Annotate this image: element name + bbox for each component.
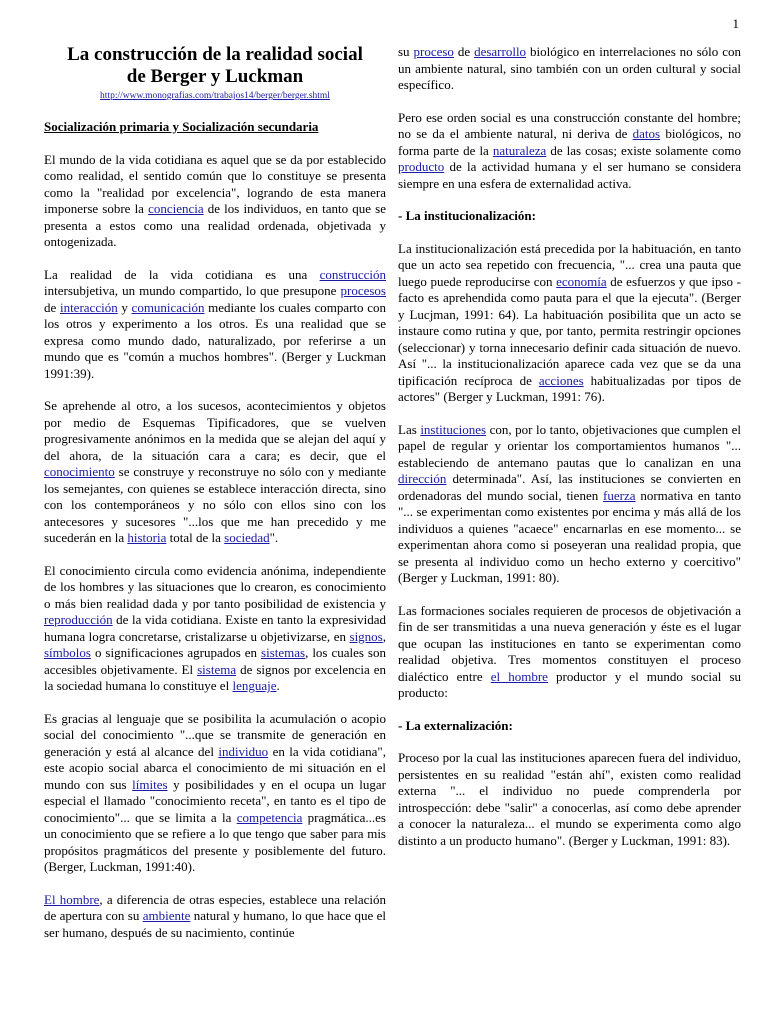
paragraph: su proceso de desarrollo biológico en interrelaciones no sólo con un ambiente natural, sino también con un orden cultural y social específico.: [398, 44, 741, 92]
subheading-institucionalizacion: - La institucionalización:: [398, 208, 536, 223]
paragraph: Las formaciones sociales requieren de procesos de objetivación a fin de ser transmitidas a una nueva generación y éste es el lugar que ocupan las instituciones en tanto se experimentan como realidad objetiva. Tres momentos constituyen el proceso dialéctico entre el hombre productor y el mundo social su producto:: [398, 602, 741, 700]
document-title: [44, 44, 386, 88]
paragraph: La institucionalización está precedida por la habituación, en tanto que un acto sea repetido con frecuencia, "... crea una pauta que luego puede reproducirse con economía de esfuerzos y que ipso - facto es aprehendida como pauta para el que la ejecuta". (Berger y Lucjman, 1991: 64). La habituación posibilita que un acto se instaure como rutina y que, por tanto, permita restringir opciones (seleccionar) y torna innecesario definir cada situación de nuevo. Así "... la institucionalización aparece cada vez que se da una tipificación recíproca de acciones habitualizadas por tipos de actores" (Berger y Luckman, 1991: 76).: [398, 240, 741, 404]
paragraph: Pero ese orden social es una construcción constante del hombre; no se da el ambiente natural, ni deriva de datos biológicos, no forma parte de la naturaleza de las cosas; existe solamente como producto de la actividad humana y el ser humano se considera siempre en una esfera de externalidad activa.: [398, 109, 741, 191]
inline-link[interactable]: límites: [132, 776, 168, 792]
inline-link[interactable]: reproducción: [44, 612, 113, 627]
inline-link[interactable]: el hombre: [490, 668, 548, 684]
subheading-externalizacion: - La externalización:: [398, 717, 513, 733]
inline-link[interactable]: instituciones: [420, 421, 487, 437]
source-url-link[interactable]: http://www.monografias.com/trabajos14/berger/berger.shtml: [100, 91, 330, 101]
inline-link[interactable]: conocimiento: [44, 464, 115, 479]
paragraph: Se aprehende al otro, a los sucesos, acontecimientos y objetos por medio de Esquemas Tipificadores, que se vuelven progresivamente anónimos en la medida que se alejan del aquí y del ahora, de la situación cara a cara; es decir, que el conocimiento se construye y reconstruye no sólo con y mediante los semejantes, con quienes se establece interacción directa, sino con los contemporáneos y no sólo con ellos sino con los antecesores y sucesores "...los que me han precedido y me sucederán en la historia total de la sociedad".: [44, 398, 386, 545]
inline-link[interactable]: interacción: [59, 299, 118, 315]
inline-link[interactable]: sistema: [197, 661, 237, 677]
section-heading: Socialización primaria y Socialización secundaria: [44, 119, 319, 134]
inline-link[interactable]: competencia: [236, 809, 303, 825]
inline-link[interactable]: historia: [127, 530, 167, 545]
source-url-line: [44, 90, 386, 103]
inline-link[interactable]: lenguaje: [232, 678, 277, 693]
inline-link[interactable]: signos: [349, 628, 383, 644]
inline-link[interactable]: desarrollo: [474, 44, 527, 59]
inline-link[interactable]: datos: [632, 126, 661, 141]
right-column: [398, 44, 741, 849]
page-number: 1: [732, 16, 739, 31]
inline-link[interactable]: economía: [556, 273, 607, 289]
inline-link[interactable]: comunicación: [131, 299, 205, 315]
inline-link[interactable]: El hombre: [44, 891, 100, 907]
paragraph: Proceso por la cual las instituciones aparecen fuera del individuo, persistentes en su realidad "están ahí", existen como realidad externa "... el individuo no puede comprenderla por introspección: debe "salir" a conocerlas, así como debe aprender a conocer la naturaleza... el mundo se experimenta como algo distinto a un producto humano". (Berger y Luckman, 1991: 83).: [398, 750, 741, 848]
inline-link[interactable]: sistemas: [261, 645, 306, 660]
paragraph: El mundo de la vida cotidiana es aquel que se da por establecido como realidad, el sentido común que lo constituye se presenta como la "realidad por excelencia", logrando de esta manera imponerse sobre la conciencia de los individuos, en tanto que se presenta a estos como una realidad ordenada, objetivada y ontogenizada.: [44, 151, 386, 249]
inline-link[interactable]: procesos: [340, 283, 386, 298]
inline-link[interactable]: acciones: [538, 372, 584, 388]
title-line-1: La construcción de la realidad social: [67, 44, 363, 65]
left-column: [44, 44, 386, 941]
inline-link[interactable]: ambiente: [142, 908, 191, 923]
inline-link[interactable]: dirección: [398, 471, 447, 486]
paragraph: Las instituciones con, por lo tanto, objetivaciones que cumplen el papel de regular y orientar los comportamientos humanos "... estableciendo de antemano pautas que lo canalizan en una dirección determinada". Así, las instituciones se convierten en ordenadoras del mundo social, tienen fuerza normativa en tanto "... se experimentan como existentes por encima y más allá de los individuos a quienes "acaece" encarnarlas en ese momento... se experimentan ahora como si poseyeran una realidad propia, que se presenta al individuo como un hecho externo y coercitivo" (Berger y Luckman, 1991: 80).: [398, 421, 741, 585]
inline-link[interactable]: conciencia: [148, 201, 204, 216]
inline-link[interactable]: proceso: [413, 44, 454, 59]
inline-link[interactable]: producto: [398, 159, 445, 174]
paragraph: Es gracias al lenguaje que se posibilita la acumulación o acopio social del conocimiento "...que se transmite de generación en generación y está al alcance del individuo en la vida cotidiana", este acopio social abarca el conocimiento de mi situación en el mundo con sus límites y posibilidades y en el ocupa un lugar especial el llamado "conocimiento receta", en tanto es el tipo de conocimiento"... que se limita a la competencia pragmática...es un conocimiento que se refiere a lo que tengo que saber para mis propósitos pragmáticos del presente y posiblemente del futuro. (Berger, Luckman, 1991:40).: [44, 710, 387, 874]
inline-link[interactable]: sociedad: [224, 530, 270, 545]
inline-link[interactable]: individuo: [218, 743, 269, 759]
inline-link[interactable]: fuerza: [603, 487, 636, 503]
paragraph: La realidad de la vida cotidiana es una construcción intersubjetiva, un mundo compartido, lo que presupone procesos de interacción y comunicación mediante los cuales comparto con los otros y experimento a los otros. Es una realidad que se expresa como mundo dado, naturalizado, por referirse a un mundo que es "común a muchos hombres". (Berger y Luckman 1991:39).: [44, 266, 386, 381]
paragraph: El hombre, a diferencia de otras especies, establece una relación de apertura con su ambiente natural y humano, lo que hace que el ser humano, después de su nacimiento, continúe: [44, 891, 386, 940]
inline-link[interactable]: símbolos: [44, 645, 91, 660]
inline-link[interactable]: naturaleza: [492, 142, 547, 158]
inline-link[interactable]: construcción: [319, 266, 386, 282]
paragraph: El conocimiento circula como evidencia anónima, independiente de los hombres y las situaciones que lo crearon, es conocimiento o más bien realidad dada y por tanto posibilidad de existencia y reproducción de la vida cotidiana. Existe en tanto la expresividad humana logra concretarse, cristalizarse u objetivizarse, en signos, símbolos o significaciones agrupados en sistemas, los cuales son accesibles objetivamente. El sistema de signos por excelencia en la sociedad humana lo constituye el lenguaje.: [44, 562, 386, 693]
title-line-2: de Berger y Luckman: [126, 66, 304, 87]
